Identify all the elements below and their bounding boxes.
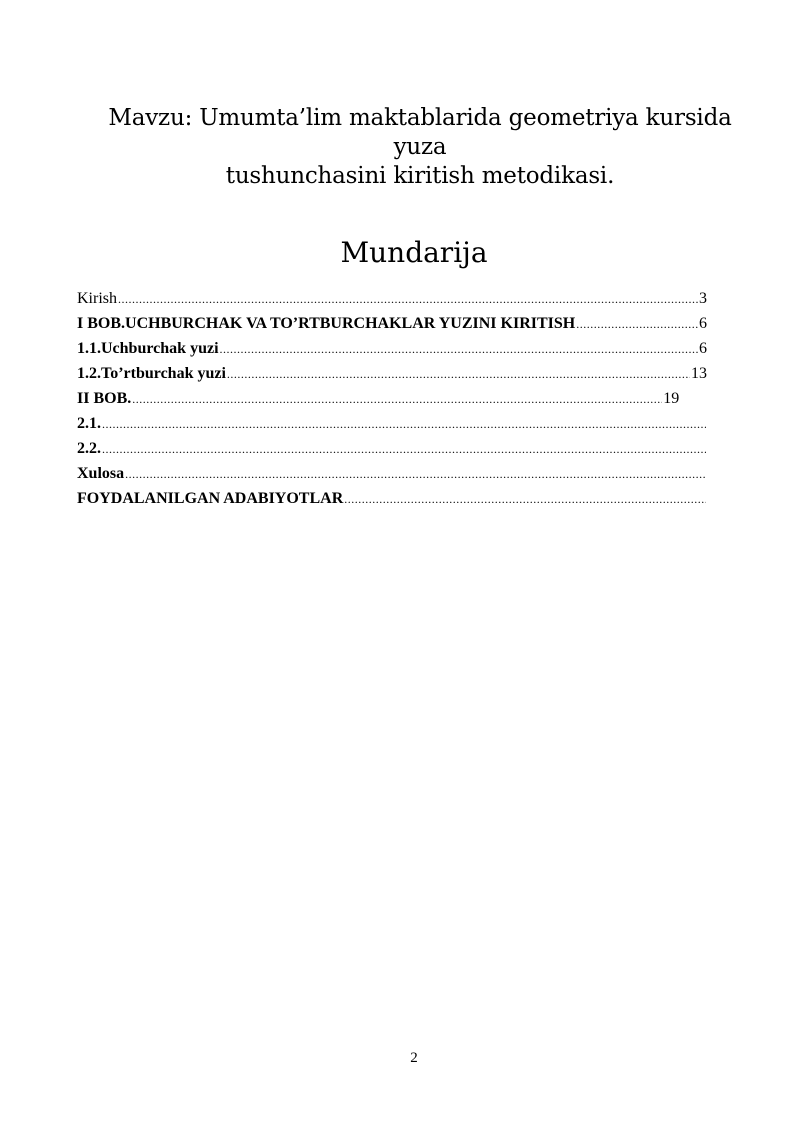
toc-entry-2-2 xyxy=(77,436,707,461)
table-of-contents xyxy=(77,286,707,511)
topic-line-1: Mavzu: Umumta’lim maktablarida geometriya kursida yuza xyxy=(108,105,732,160)
toc-entry-chapter-2 xyxy=(77,386,707,411)
toc-entry-page: 19 xyxy=(663,390,680,407)
toc-leader-dots xyxy=(220,337,698,361)
toc-entry-label: 1.2.To’rtburchak yuzi xyxy=(77,365,226,382)
toc-leader-dots xyxy=(125,462,706,486)
topic-heading xyxy=(90,104,750,191)
toc-entry-label: 1.1.Uchburchak yuzi xyxy=(77,340,219,357)
toc-entry-1-2 xyxy=(77,361,707,386)
toc-leader-dots xyxy=(102,437,706,461)
toc-leader-dots xyxy=(118,287,698,311)
toc-entry-page: 6 xyxy=(699,340,707,357)
toc-entry-kirish xyxy=(77,286,707,311)
toc-entry-xulosa xyxy=(77,461,707,486)
page-number: 2 xyxy=(410,1050,418,1066)
toc-leader-dots xyxy=(576,312,698,336)
topic-line-2: tushunchasini kiritish metodikasi. xyxy=(225,163,615,189)
toc-entry-label: FOYDALANILGAN ADABIYOTLAR xyxy=(77,490,344,507)
toc-entry-page: 6 xyxy=(699,315,707,332)
toc-entry-page: 3 xyxy=(699,290,707,307)
toc-entry-chapter-1 xyxy=(77,311,707,336)
toc-leader-dots xyxy=(132,387,662,411)
toc-entry-label: II BOB. xyxy=(77,390,132,407)
toc-entry-1-1 xyxy=(77,336,707,361)
toc-entry-label: I BOB.UCHBURCHAK VA TO’RTBURCHAKLAR YUZINI KIRITISH xyxy=(77,315,576,332)
toc-entry-label: Kirish xyxy=(77,290,117,307)
toc-leader-dots xyxy=(102,412,706,436)
toc-entry-label: 2.1. xyxy=(77,415,101,432)
toc-leader-dots xyxy=(344,487,706,511)
toc-title: Mundarija xyxy=(340,236,488,269)
toc-entry-page: 13 xyxy=(691,365,707,382)
toc-entry-2-1 xyxy=(77,411,707,436)
toc-leader-dots xyxy=(227,362,690,386)
toc-entry-references xyxy=(77,486,707,511)
toc-entry-label: 2.2. xyxy=(77,440,101,457)
toc-entry-label: Xulosa xyxy=(77,465,125,482)
